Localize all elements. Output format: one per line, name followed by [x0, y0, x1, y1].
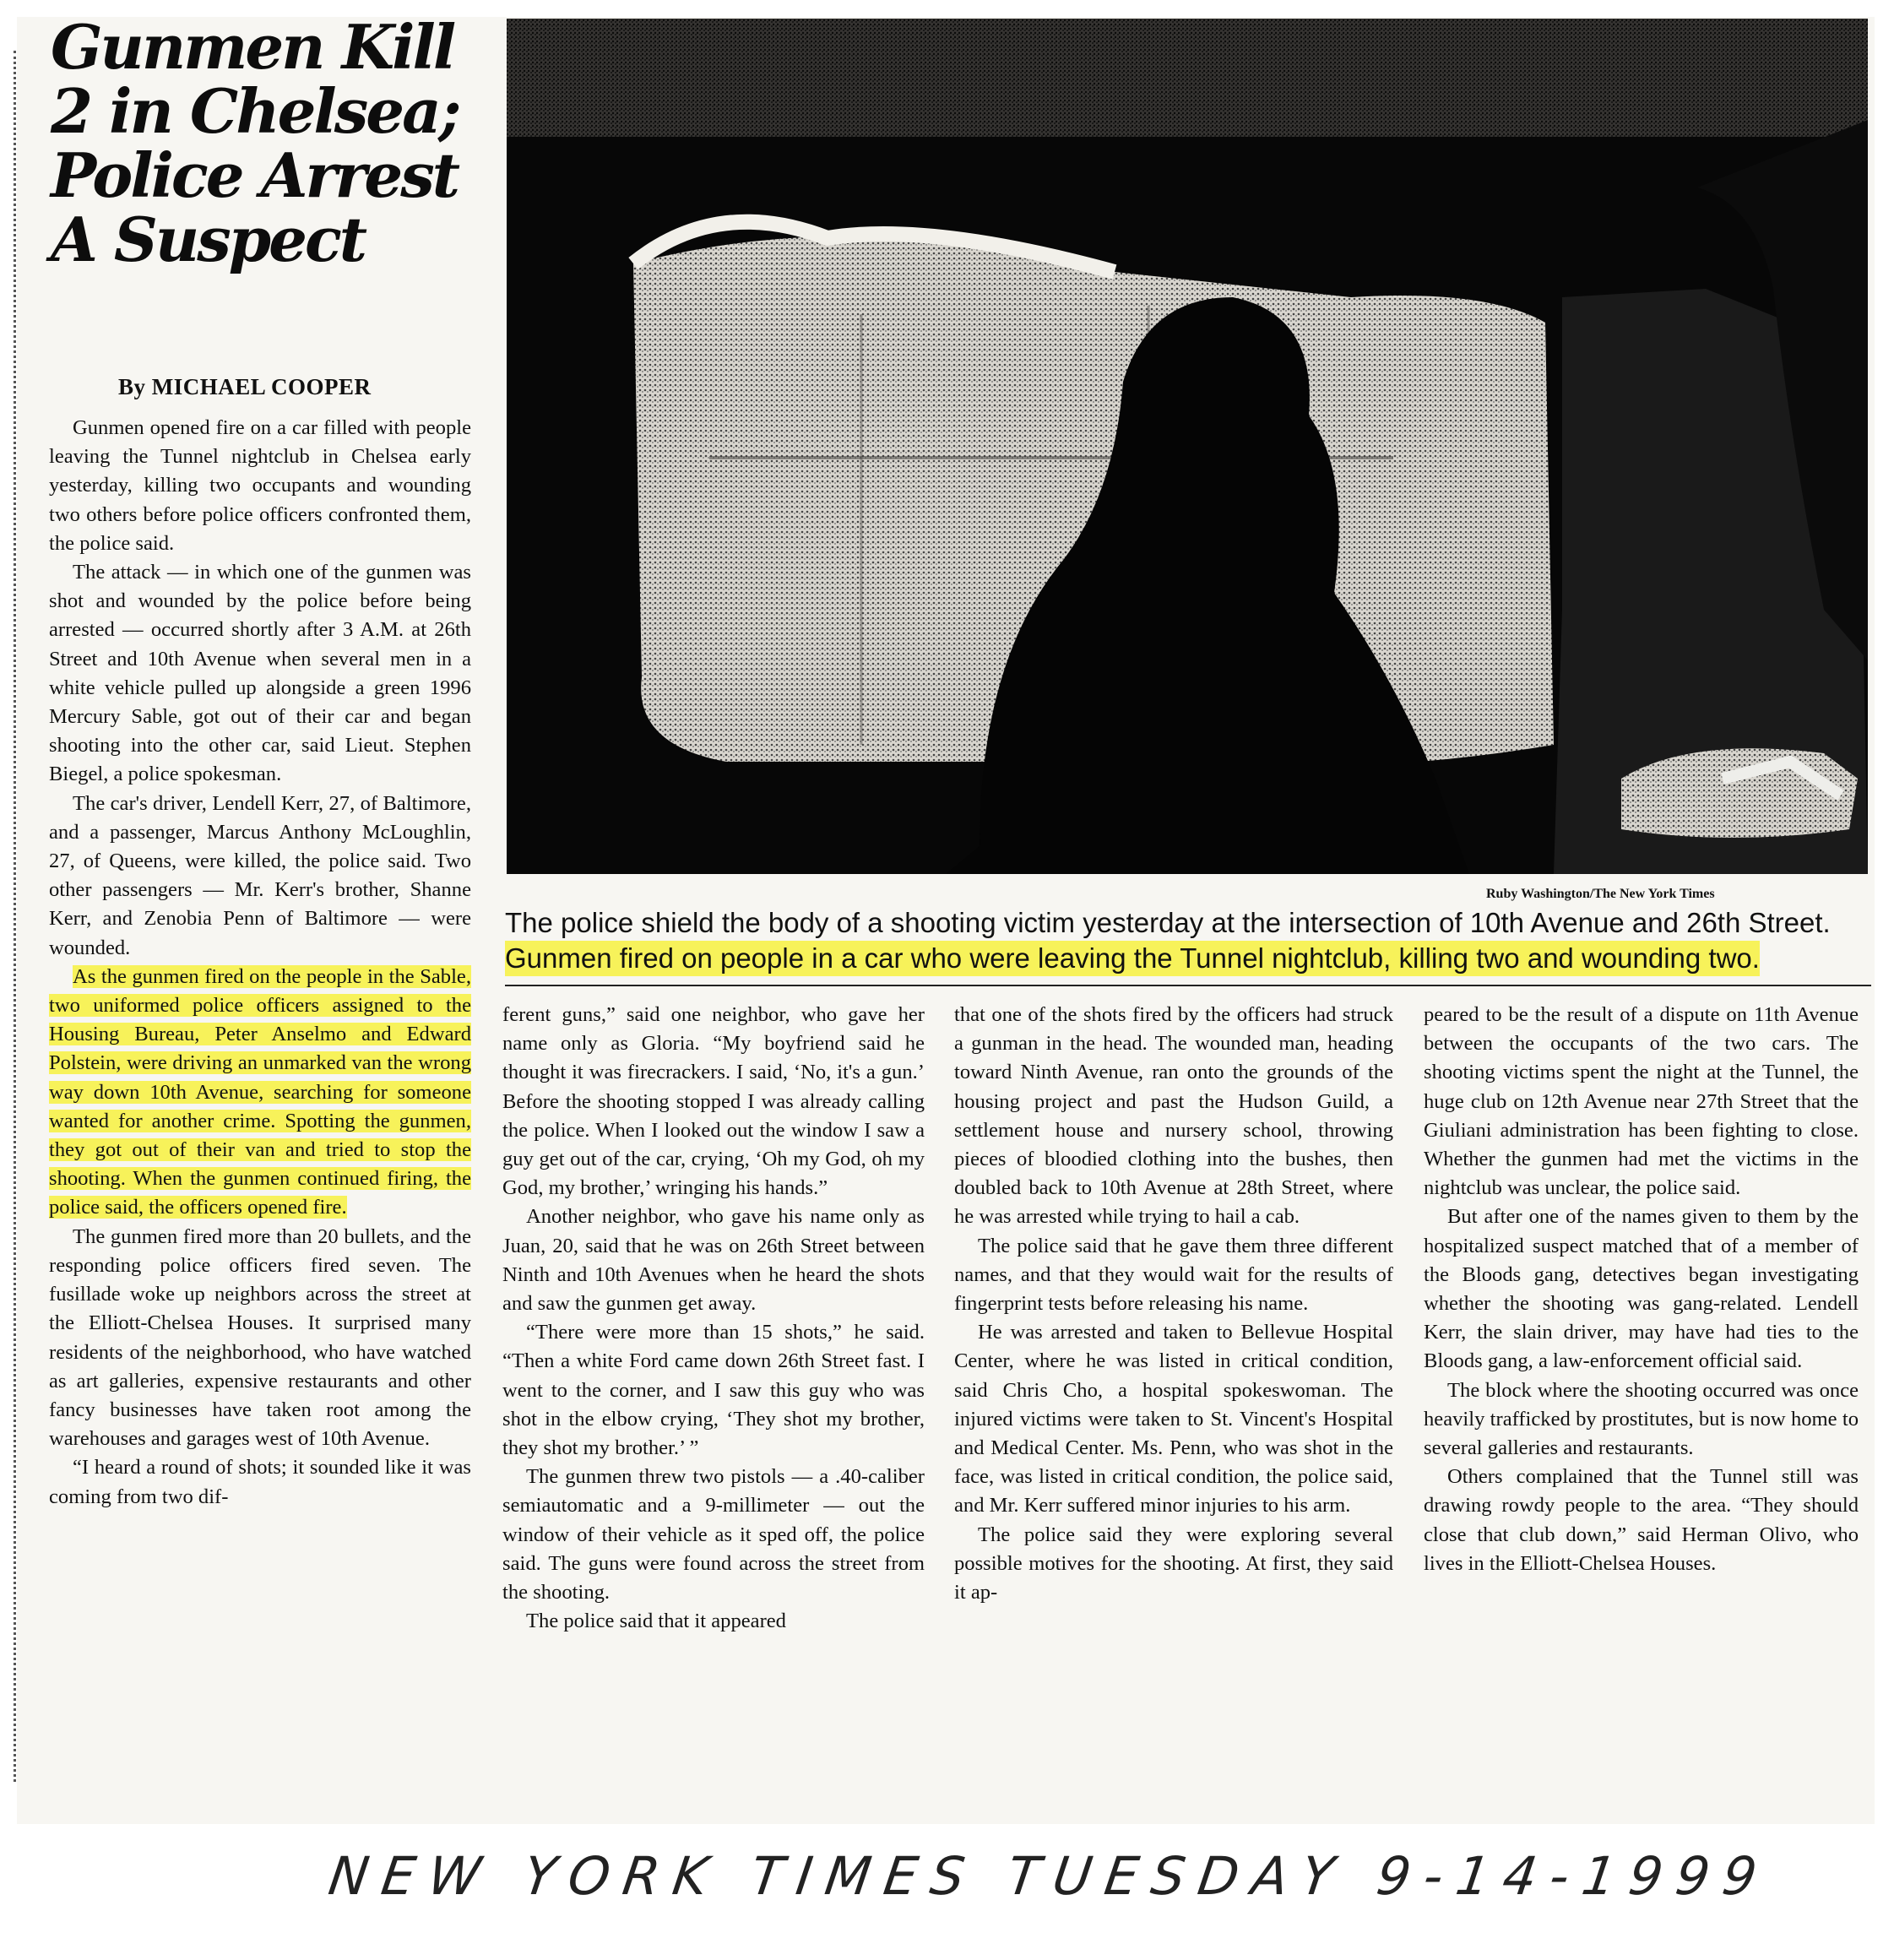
photo-credit: Ruby Washington/The New York Times — [1486, 887, 1715, 901]
paragraph: But after one of the names given to them by the hospitalized suspect matched that of a member of the Bloods gang, detectives began investigating whether the shooting was gang-related. Lendell Kerr, the slain driver, may have had ties to the Bloods gang, a law-enforcement official said. — [1424, 1205, 1859, 1373]
headline-line: 2 in Chelsea; — [51, 75, 459, 147]
paragraph: The gunmen threw two pistols — a .40-caliber semiautomatic and a 9-millimeter — out the window of their vehicle as it sped off, the police said. The guns were found across the street from the shooting. — [502, 1465, 925, 1604]
article-column-4 — [1424, 1001, 1859, 1578]
photo-image — [507, 19, 1868, 874]
paragraph: The police said that it appeared — [526, 1610, 786, 1633]
paragraph: ferent guns,” said one neighbor, who gave her name only as Gloria. “My boyfriend said he thought it was firecrackers. I said, ‘No, it's a gun.’ Before the shooting stopped I was already calling the police. When I looked out the window I saw a guy get out of the car, crying, ‘Oh my God, oh my God, my brother,’ wringing his hands.” — [502, 1003, 925, 1200]
paragraph: He was arrested and taken to Bellevue Hospital Center, where he was listed in critical condition, said Chris Cho, a hospital spokeswoman. The injured victims were taken to St. Vincent's Hospital and Medical Center. Ms. Penn, who was shot in the face, was listed in critical condition, the police said, and Mr. Kerr suffered minor injuries to his arm. — [954, 1321, 1393, 1518]
paragraph: that one of the shots fired by the officers had struck a gunman in the head. The wounded man, heading toward Ninth Avenue, ran onto the grounds of the housing project and past the Hudson Guild, a settlement house and nursery school, throwing pieces of bloodied clothing into the bushes, then doubled back to 10th Avenue at 28th Street, where he was arrested while trying to hail a cab. — [954, 1003, 1393, 1229]
caption-line-highlighted: Gunmen fired on people in a car who were leaving the Tunnel nightclub, killing two and wounding two. — [505, 941, 1760, 976]
article-column-3 — [954, 1001, 1393, 1607]
caption-line: The police shield the body of a shooting victim yesterday at the intersection of 10th Avenue and 26th Street. — [505, 907, 1831, 938]
headline-line: A Suspect — [51, 204, 366, 275]
news-photo — [507, 19, 1868, 874]
handwritten-note: NEW YORK TIMES TUESDAY 9-14-1999 — [324, 1845, 1775, 1907]
highlighted-text: As the gunmen fired on the people in the Sable, two uniformed police officers assigned to the Housing Bureau, Peter Anselmo and Edward Polstein, were driving an unmarked van the wrong way down 10th Avenue, searching for someone wanted for another crime. Spotting the gunmen, they got out of their van and tried to stop the shooting. When the gunmen continued firing, the police said, the officers opened fire. — [49, 964, 471, 1219]
headline-line: Gunmen Kill — [51, 11, 454, 83]
paragraph: The car's driver, Lendell Kerr, 27, of Baltimore, and a passenger, Marcus Anthony McLoughlin, 27, of Queens, were killed, the police said. Two other passengers — Mr. Kerr's brother, Shanne Kerr, and Zenobia Penn of Baltimore — were wounded. — [49, 791, 471, 959]
headline — [51, 11, 490, 275]
paragraph: Gunmen opened fire on a car filled with people leaving the Tunnel nightclub in Chelsea early yesterday, killing two occupants and wounding two others before police officers confronted them, the police said. — [49, 416, 471, 555]
paragraph: “I heard a round of shots; it sounded like it was coming from two dif- — [49, 1456, 471, 1508]
headline-line: Police Arrest — [51, 139, 458, 211]
paragraph: peared to be the result of a dispute on 11th Avenue between the occupants of the two cars. The shooting victims spent the night at the Tunnel, the huge club on 12th Avenue near 27th Street that the Giuliani administration has been fighting to close. Whether the gunmen had met the victims in the nightclub was unclear, the police said. — [1424, 1003, 1859, 1200]
caption-rule — [505, 985, 1871, 986]
paragraph: Another neighbor, who gave his name only as Juan, 20, said that he was on 26th Street between Ninth and 10th Avenues when he heard the shots and saw the gunmen get away. — [502, 1205, 925, 1316]
scan-margin-artifact — [14, 51, 35, 1782]
paragraph: The attack — in which one of the gunmen was shot and wounded by the police before being arrested — occurred shortly after 3 A.M. at 26th Street and 10th Avenue when several men in a white vehicle pulled up alongside a green 1996 Mercury Sable, got out of their car and began shooting into the other car, said Lieut. Stephen Biegel, a police spokesman. — [49, 561, 471, 786]
photo-caption — [505, 905, 1873, 976]
paragraph-highlighted — [49, 963, 471, 1223]
byline: By MICHAEL COOPER — [118, 374, 372, 399]
paragraph: The police said that he gave them three different names, and that they would wait for the results of fingerprint tests before releasing his name. — [954, 1234, 1393, 1316]
paragraph: The police said they were exploring several possible motives for the shooting. At first, they said it ap- — [954, 1523, 1393, 1604]
paragraph: “There were more than 15 shots,” he said. “Then a white Ford came down 26th Street fast. I went to the corner, and I saw this guy who was shot in the elbow crying, ‘They shot my brother, they shot my brother.’ ” — [502, 1321, 925, 1460]
article-column-1 — [49, 414, 471, 1512]
paragraph: Others complained that the Tunnel still was drawing rowdy people to the area. “They should close that club down,” said Herman Olivo, who lives in the Elliott-Chelsea Houses. — [1424, 1465, 1859, 1575]
article-column-2 — [502, 1001, 925, 1636]
paragraph: The gunmen fired more than 20 bullets, and the responding police officers fired seven. The fusillade woke up neighbors across the street at the Elliott-Chelsea Houses. It surprised many residents of the neighborhood, who have watched as art galleries, expensive restaurants and other fancy businesses have taken root among the warehouses and garages west of 10th Avenue. — [49, 1224, 471, 1451]
paragraph: The block where the shooting occurred was once heavily trafficked by prostitutes, but is now home to several galleries and restaurants. — [1424, 1378, 1859, 1460]
